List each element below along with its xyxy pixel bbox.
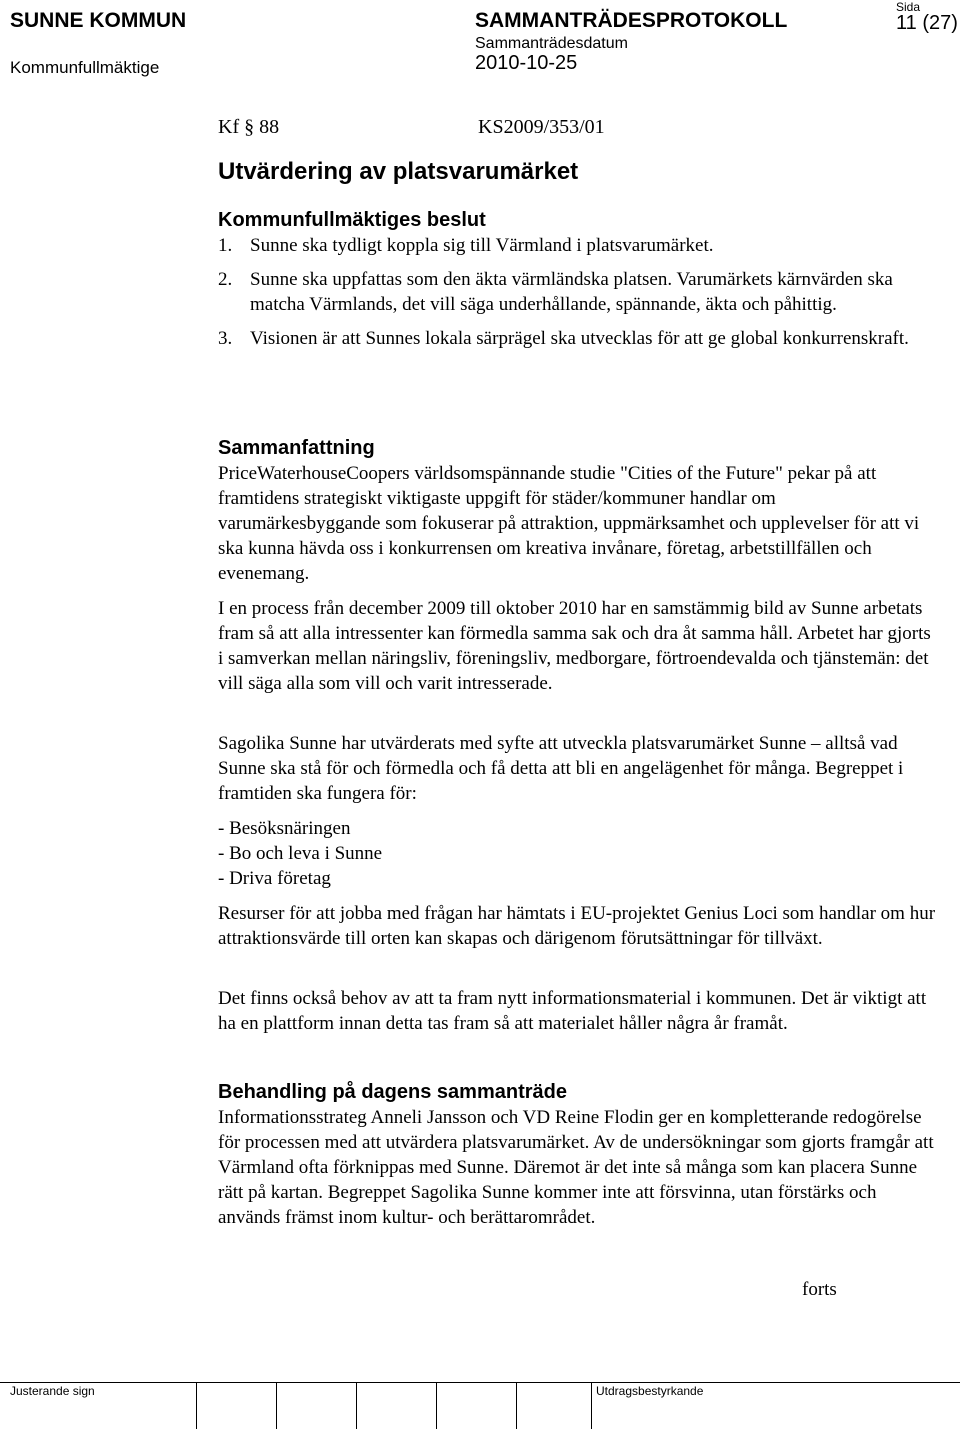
signature-box-divider	[196, 1382, 197, 1429]
decision-item-text: Visionen är att Sunnes lokala särprägel ska utvecklas för att ge global konkurrenskraft.	[250, 328, 909, 349]
signers-label: Justerande sign	[10, 1384, 95, 1398]
meeting-date-label: Sammanträdesdatum	[475, 35, 628, 52]
signature-box-divider	[276, 1382, 277, 1429]
document-type: SAMMANTRÄDESPROTOKOLL	[475, 9, 788, 32]
decision-item	[218, 267, 918, 317]
meeting-paragraph: Informationsstrateg Anneli Jansson och VD Reine Flodin ger en kompletterande redogörelse för processen med att utvärdera platsvarumärket. Av de undersökningar som gjorts framgår att Värmland ofta förknippas med Sunne. Däremot är det inte så många som kan placera Sunne rätt på kartan. Begreppet Sagolika Sunne kommer inte att försvinna, utan förstärks och används främst inom kultur- och berättarområdet.	[218, 1107, 934, 1228]
information-paragraph: Det finns också behov av att ta fram nytt informationsmaterial i kommunen. Det är viktigt att ha en plattform innan detta tas fram så att materialet håller några år framåt.	[218, 988, 927, 1034]
excerpt-box-divider	[591, 1382, 592, 1429]
page-label: Sida	[896, 0, 921, 14]
decision-item	[218, 326, 918, 351]
decision-item-number: 3.	[218, 328, 233, 349]
summary-paragraph: I en process från december 2009 till oktober 2010 har en samstämmig bild av Sunne arbetats fram så att alla intressenter kan förmedla samma sak och dra åt samma håll. Arbetet har gjorts i samverkan mellan näringsliv, föreningsliv, medborgare, förtroendevalda och tjänstemän: det vill säga alla som vill och varit intresserade.	[218, 598, 931, 694]
decision-heading: Kommunfullmäktiges beslut	[218, 209, 486, 231]
summary-heading: Sammanfattning	[218, 437, 375, 459]
signature-box-divider	[356, 1382, 357, 1429]
summary-paragraph: PriceWaterhouseCoopers världsomspännande studie "Cities of the Future" pekar på att framtidens strategiskt viktigaste uppgift för städer/kommuner handlar om varumärkesbyggande som fokuserar på attraktion, uppmärksamhet och upplevelser för att vi ska kunna hävda oss i konkurrensen om kreativa invånare, företag, arbetstillfällen och evenemang.	[218, 463, 920, 584]
list-item: - Bo och leva i Sunne	[218, 843, 383, 864]
list-item: - Besöksnäringen	[218, 818, 351, 839]
decision-list	[218, 233, 918, 360]
resources-paragraph: Resurser för att jobba med frågan har hämtats i EU-projektet Genius Loci som handlar om hur attraktionsvärde till orten kan skapas och därigenom förutsättningar för tillväxt.	[218, 903, 936, 949]
signature-box-divider	[436, 1382, 437, 1429]
list-item: - Driva företag	[218, 868, 331, 889]
decision-item	[218, 233, 918, 258]
signature-box-divider	[516, 1382, 517, 1429]
signature-footer	[0, 1382, 960, 1429]
case-reference: KS2009/353/01	[478, 116, 605, 138]
page-number: 11 (27)	[896, 12, 958, 34]
decision-item-number: 2.	[218, 269, 233, 290]
organization-name: SUNNE KOMMUN	[10, 9, 187, 32]
summary-paragraph: Sagolika Sunne har utvärderats med syfte att utveckla platsvarumärket Sunne – alltså vad Sunne ska stå för och förmedla och få detta att bli en angelägenhet för många. Begreppet i framtiden ska fungera för:	[218, 733, 904, 804]
usage-list	[218, 816, 382, 891]
footer-top-rule	[0, 1382, 960, 1383]
excerpt-label: Utdragsbestyrkande	[596, 1384, 704, 1398]
meeting-date: 2010-10-25	[475, 52, 578, 74]
decision-item-number: 1.	[218, 235, 233, 256]
case-title: Utvärdering av platsvarumärket	[218, 158, 579, 185]
meeting-heading: Behandling på dagens sammanträde	[218, 1081, 567, 1103]
committee-name: Kommunfullmäktige	[10, 58, 160, 77]
decision-item-text: Sunne ska tydligt koppla sig till Värmland i platsvarumärket.	[250, 235, 714, 256]
case-number: Kf § 88	[218, 116, 280, 138]
continued-marker: forts	[802, 1279, 837, 1300]
decision-item-text: Sunne ska uppfattas som den äkta värmländska platsen. Varumärkets kärnvärden ska matcha Värmlands, det vill säga underhållande, spännande, äkta och påhittig.	[250, 269, 893, 315]
